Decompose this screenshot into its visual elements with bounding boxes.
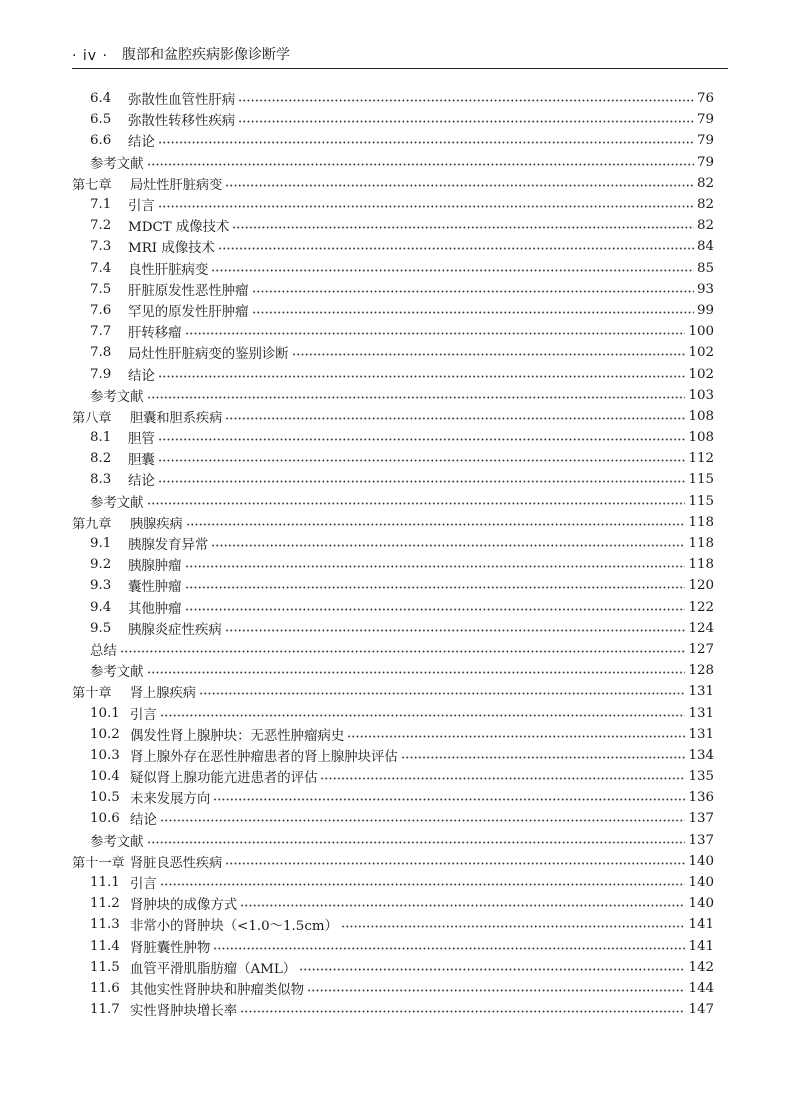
toc-title: 胆囊 <box>128 453 155 469</box>
toc-page-number: 102 <box>688 345 714 361</box>
dot-leader <box>160 883 686 886</box>
toc-chapter-row[interactable] <box>72 406 714 427</box>
dot-leader <box>401 756 686 759</box>
toc-section-number: 第十一章 <box>72 855 125 871</box>
page-label: · iv · <box>72 48 108 64</box>
dot-leader <box>225 862 685 865</box>
dot-leader <box>252 311 694 314</box>
toc-page-number: 102 <box>688 366 714 382</box>
toc-section-number: 6.5 <box>90 112 112 128</box>
toc-title: MRI 成像技术 <box>128 241 215 257</box>
toc-entry-row[interactable] <box>72 914 714 935</box>
toc-title: 肾脏良恶性疾病 <box>130 855 223 871</box>
toc-entry-row[interactable] <box>72 236 714 257</box>
toc-entry-row[interactable] <box>72 194 714 215</box>
toc-entry-row[interactable] <box>72 978 714 999</box>
toc-entry-row[interactable] <box>72 999 714 1020</box>
toc-entry-row[interactable] <box>72 533 714 554</box>
toc-entry-row[interactable] <box>72 872 714 893</box>
dot-leader <box>225 417 685 420</box>
dot-leader <box>341 925 686 928</box>
toc-page-number: 142 <box>688 959 714 975</box>
toc-title: 引言 <box>128 199 155 215</box>
toc-chapter-row[interactable] <box>72 173 714 194</box>
toc-title: 其他实性肾肿块和肿瘤类似物 <box>130 982 305 998</box>
toc-section-number: 9.3 <box>90 578 112 594</box>
toc-title: 参考文献 <box>90 495 144 511</box>
dot-leader <box>158 438 686 441</box>
toc-entry-row[interactable] <box>72 427 714 448</box>
table-of-contents <box>72 88 714 1020</box>
toc-entry-row[interactable] <box>72 618 714 639</box>
toc-page-number: 93 <box>696 281 714 297</box>
toc-page-number: 82 <box>696 197 714 213</box>
dot-leader <box>158 459 686 462</box>
dot-leader <box>185 565 686 568</box>
dot-leader <box>147 671 686 674</box>
dot-leader <box>320 777 685 780</box>
toc-section-number: 7.4 <box>90 260 112 276</box>
toc-page-number: 141 <box>688 938 714 954</box>
dot-leader <box>185 332 686 335</box>
toc-page-number: 85 <box>696 260 714 276</box>
toc-page-number: 137 <box>688 832 714 848</box>
toc-title: 其他肿瘤 <box>128 601 182 617</box>
toc-page-number: 141 <box>688 917 714 933</box>
toc-title: 引言 <box>130 877 157 893</box>
toc-title: 疑似肾上腺功能亢进患者的评估 <box>130 771 318 787</box>
toc-title: 肝转移瘤 <box>128 326 182 342</box>
toc-page-number: 140 <box>688 896 714 912</box>
dot-leader <box>158 205 694 208</box>
dot-leader <box>238 99 694 102</box>
toc-entry-row[interactable] <box>72 702 714 723</box>
toc-title: 结论 <box>130 813 157 829</box>
toc-entry-row[interactable] <box>72 745 714 766</box>
toc-section-number: 7.1 <box>90 197 112 213</box>
toc-entry-row[interactable] <box>72 597 714 618</box>
toc-page-number: 118 <box>688 514 714 530</box>
toc-section-number: 10.1 <box>90 705 120 721</box>
dot-leader <box>292 353 686 356</box>
toc-section-number: 7.6 <box>90 302 112 318</box>
toc-title: 肾上腺疾病 <box>130 686 196 702</box>
toc-page-number: 128 <box>688 663 714 679</box>
dot-leader <box>238 120 694 123</box>
toc-entry-row[interactable] <box>72 893 714 914</box>
toc-entry-row[interactable] <box>72 724 714 745</box>
toc-page-number: 140 <box>688 853 714 869</box>
toc-section-number: 10.4 <box>90 769 120 785</box>
toc-title: 弥散性血管性肝病 <box>128 93 236 109</box>
toc-section-number: 9.5 <box>90 620 112 636</box>
toc-entry-row[interactable] <box>72 660 714 681</box>
toc-page-number: 82 <box>696 175 714 191</box>
toc-entry-row[interactable] <box>72 639 714 660</box>
toc-title: 结论 <box>128 135 155 151</box>
toc-entry-row[interactable] <box>72 575 714 596</box>
toc-title: 肾上腺外存在恶性肿瘤患者的肾上腺肿块评估 <box>130 749 398 765</box>
dot-leader <box>147 841 686 844</box>
dot-leader <box>160 714 686 717</box>
dot-leader <box>186 523 686 526</box>
dot-leader <box>185 586 686 589</box>
dot-leader <box>185 608 686 611</box>
toc-entry-row[interactable] <box>72 469 714 490</box>
toc-section-number: 第八章 <box>72 410 112 426</box>
toc-page-number: 118 <box>688 536 714 552</box>
toc-page-number: 124 <box>688 620 714 636</box>
toc-title: 囊性肿瘤 <box>128 580 182 596</box>
toc-section-number: 7.9 <box>90 366 112 382</box>
toc-section-number: 第九章 <box>72 516 112 532</box>
toc-title: 总结 <box>90 643 117 659</box>
toc-entry-row[interactable] <box>72 88 714 109</box>
dot-leader <box>211 269 694 272</box>
toc-section-number: 第七章 <box>72 177 112 193</box>
toc-title: 胆管 <box>128 432 155 448</box>
toc-entry-row[interactable] <box>72 448 714 469</box>
toc-page-number: 135 <box>688 769 714 785</box>
toc-title: 局灶性肝脏病变 <box>130 177 223 193</box>
toc-title: 良性肝脏病变 <box>128 262 209 278</box>
toc-title: 参考文献 <box>90 156 144 172</box>
toc-title: 弥散性转移性疾病 <box>128 114 236 130</box>
toc-section-number: 8.1 <box>90 430 112 446</box>
dot-leader <box>211 544 685 547</box>
toc-title: 实性肾肿块增长率 <box>130 1004 238 1020</box>
dot-leader <box>299 968 685 971</box>
toc-section-number: 11.4 <box>90 938 120 954</box>
toc-page-number: 82 <box>696 218 714 234</box>
toc-page-number: 115 <box>688 472 714 488</box>
toc-page-number: 127 <box>688 641 714 657</box>
toc-chapter-row[interactable] <box>72 681 714 702</box>
dot-leader <box>160 819 686 822</box>
toc-section-number: 10.6 <box>90 811 120 827</box>
toc-page-number: 131 <box>688 705 714 721</box>
toc-title: 结论 <box>128 368 155 384</box>
toc-section-number: 7.7 <box>90 324 112 340</box>
toc-title: 引言 <box>130 707 157 723</box>
dot-leader <box>307 989 685 992</box>
toc-page-number: 144 <box>688 980 714 996</box>
toc-title: 肾肿块的成像方式 <box>130 898 238 914</box>
dot-leader <box>213 947 685 950</box>
dot-leader <box>213 798 685 801</box>
dot-leader <box>218 247 694 250</box>
toc-entry-row[interactable] <box>72 363 714 384</box>
toc-entry-row[interactable] <box>72 830 714 851</box>
toc-section-number: 10.5 <box>90 790 120 806</box>
toc-section-number: 11.2 <box>90 896 120 912</box>
toc-title: 血管平滑肌脂肪瘤（AML） <box>130 961 297 977</box>
dot-leader <box>120 650 686 653</box>
toc-page-number: 120 <box>688 578 714 594</box>
toc-title: 非常小的肾肿块（<1.0～1.5cm） <box>130 919 338 935</box>
toc-entry-row[interactable] <box>72 957 714 978</box>
toc-title: 偶发性肾上腺肿块：无恶性肿瘤病史 <box>130 728 345 744</box>
toc-page-number: 140 <box>688 875 714 891</box>
toc-page-number: 115 <box>688 493 714 509</box>
toc-section-number: 第十章 <box>72 686 112 702</box>
toc-page-number: 136 <box>688 790 714 806</box>
toc-page-number: 108 <box>688 430 714 446</box>
toc-entry-row[interactable] <box>72 554 714 575</box>
toc-page-number: 131 <box>688 684 714 700</box>
toc-title: 结论 <box>128 474 155 490</box>
dot-leader <box>240 1010 685 1013</box>
toc-page-number: 118 <box>688 557 714 573</box>
toc-entry-row[interactable] <box>72 215 714 236</box>
toc-title: 胰腺肿瘤 <box>128 559 182 575</box>
toc-entry-row[interactable] <box>72 152 714 173</box>
toc-section-number: 8.2 <box>90 451 112 467</box>
toc-section-number: 11.5 <box>90 959 120 975</box>
toc-chapter-row[interactable] <box>72 512 714 533</box>
toc-section-number: 9.4 <box>90 599 112 615</box>
toc-title: 胰腺疾病 <box>130 516 183 532</box>
toc-title: 未来发展方向 <box>130 792 211 808</box>
toc-page-number: 137 <box>688 811 714 827</box>
toc-title: 胆囊和胆系疾病 <box>130 410 223 426</box>
toc-title: 参考文献 <box>90 665 144 681</box>
dot-leader <box>347 735 685 738</box>
dot-leader <box>240 904 685 907</box>
toc-section-number: 11.6 <box>90 980 120 996</box>
toc-section-number: 6.4 <box>90 91 112 107</box>
toc-page-number: 76 <box>696 91 714 107</box>
toc-title: 参考文献 <box>90 834 144 850</box>
toc-title: MDCT 成像技术 <box>128 220 230 236</box>
toc-section-number: 8.3 <box>90 472 112 488</box>
toc-page-number: 147 <box>688 1002 714 1018</box>
toc-section-number: 11.7 <box>90 1002 120 1018</box>
toc-entry-row[interactable] <box>72 279 714 300</box>
toc-page-number: 84 <box>696 239 714 255</box>
toc-chapter-row[interactable] <box>72 851 714 872</box>
toc-section-number: 7.8 <box>90 345 112 361</box>
toc-entry-row[interactable] <box>72 766 714 787</box>
toc-section-number: 9.1 <box>90 536 112 552</box>
toc-page-number: 99 <box>696 302 714 318</box>
toc-title: 参考文献 <box>90 389 144 405</box>
dot-leader <box>158 480 686 483</box>
toc-title: 肝脏原发性恶性肿瘤 <box>128 283 249 299</box>
toc-title: 胰腺发育异常 <box>128 538 209 554</box>
toc-section-number: 9.2 <box>90 557 112 573</box>
dot-leader <box>252 290 694 293</box>
toc-page-number: 131 <box>688 726 714 742</box>
toc-section-number: 7.3 <box>90 239 112 255</box>
toc-title: 肾脏囊性肿物 <box>130 940 211 956</box>
toc-title: 胰腺炎症性疾病 <box>128 622 222 638</box>
toc-page-number: 79 <box>696 133 714 149</box>
toc-entry-row[interactable] <box>72 321 714 342</box>
toc-entry-row[interactable] <box>72 258 714 279</box>
toc-page-number: 112 <box>688 451 714 467</box>
toc-section-number: 11.1 <box>90 875 120 891</box>
toc-entry-row[interactable] <box>72 130 714 151</box>
dot-leader <box>199 692 686 695</box>
dot-leader <box>158 141 694 144</box>
toc-title: 罕见的原发性肝肿瘤 <box>128 304 249 320</box>
toc-section-number: 7.5 <box>90 281 112 297</box>
toc-section-number: 6.6 <box>90 133 112 149</box>
toc-title: 局灶性肝脏病变的鉴别诊断 <box>128 347 289 363</box>
dot-leader <box>225 184 694 187</box>
book-title: 腹部和盆腔疾病影像诊断学 <box>121 47 290 63</box>
toc-entry-row[interactable] <box>72 342 714 363</box>
toc-page-number: 79 <box>696 112 714 128</box>
toc-entry-row[interactable] <box>72 385 714 406</box>
toc-page-number: 79 <box>696 154 714 170</box>
toc-entry-row[interactable] <box>72 808 714 829</box>
toc-entry-row[interactable] <box>72 936 714 957</box>
dot-leader <box>147 163 694 166</box>
dot-leader <box>147 502 686 505</box>
toc-section-number: 10.2 <box>90 726 120 742</box>
dot-leader <box>225 629 686 632</box>
dot-leader <box>147 396 686 399</box>
toc-page-number: 103 <box>688 387 714 403</box>
toc-entry-row[interactable] <box>72 491 714 512</box>
toc-page-number: 122 <box>688 599 714 615</box>
toc-page-number: 108 <box>688 408 714 424</box>
running-header <box>72 38 728 69</box>
dot-leader <box>232 226 694 229</box>
toc-page-number: 100 <box>688 324 714 340</box>
toc-section-number: 10.3 <box>90 747 120 763</box>
dot-leader <box>158 375 686 378</box>
toc-section-number: 7.2 <box>90 218 112 234</box>
toc-page-number: 134 <box>688 747 714 763</box>
toc-section-number: 11.3 <box>90 917 120 933</box>
toc-entry-row[interactable] <box>72 300 714 321</box>
toc-entry-row[interactable] <box>72 109 714 130</box>
toc-entry-row[interactable] <box>72 787 714 808</box>
